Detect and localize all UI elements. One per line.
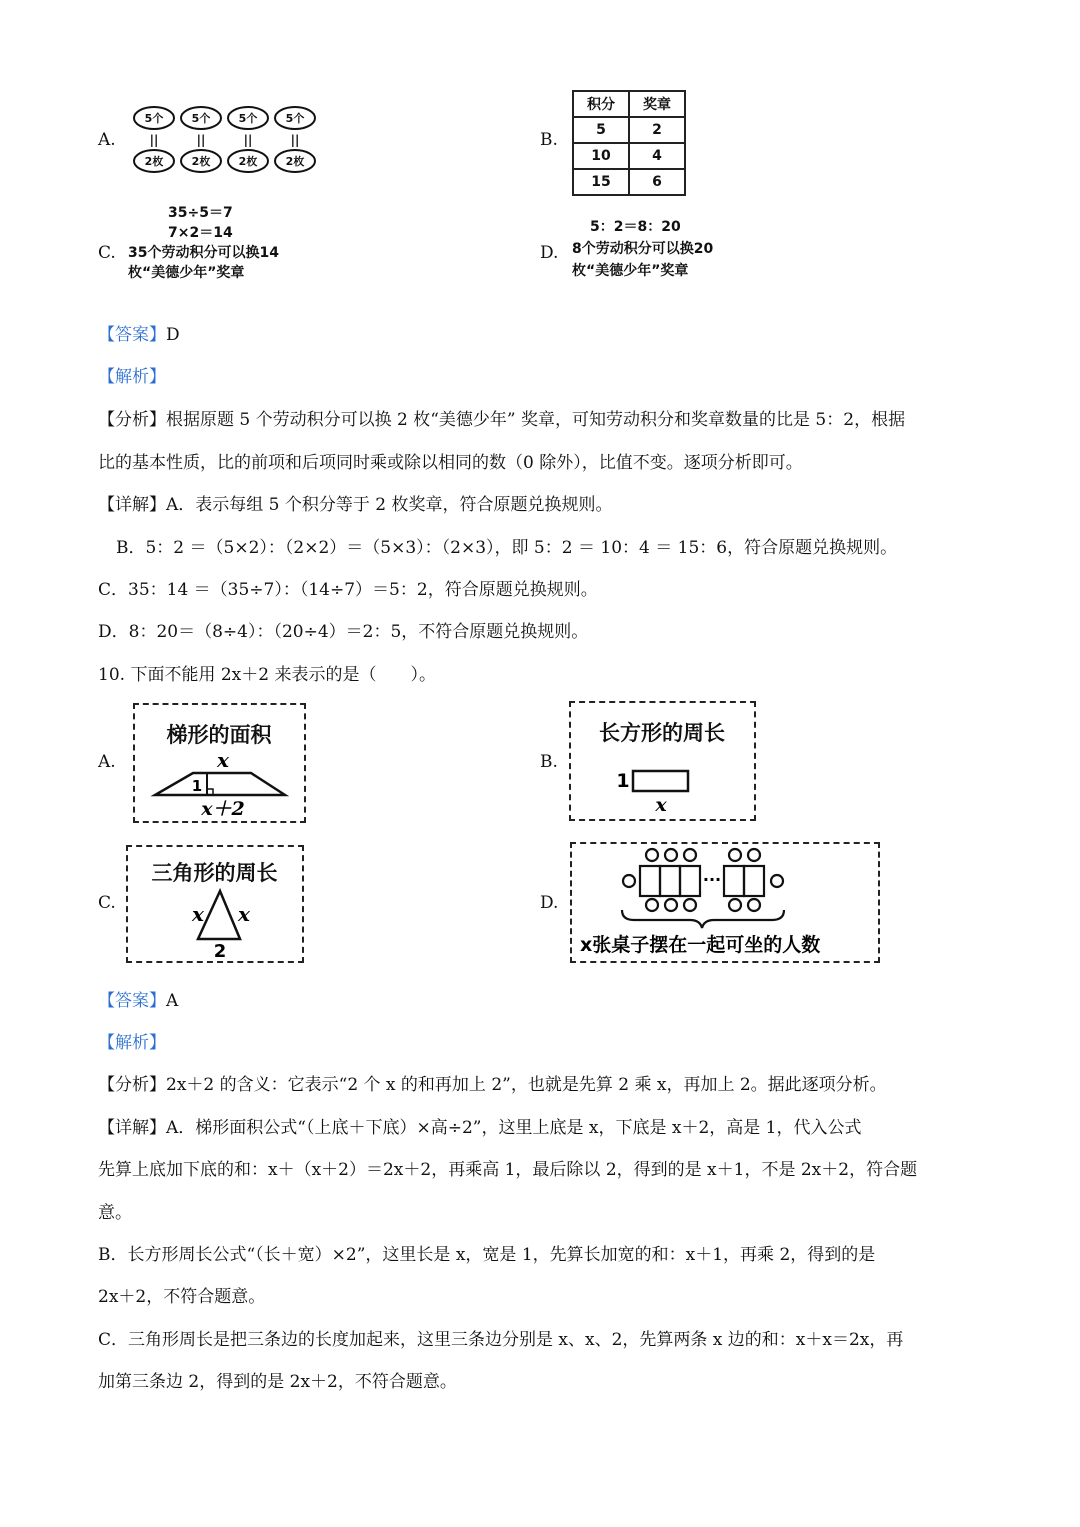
- ratio-line: 5：2＝8：20: [590, 219, 681, 235]
- q9-fenxi-2: 比的基本性质，比的前项和后项同时乘或除以相同的数（0 除外），比值不变。逐项分析即可。: [98, 453, 803, 473]
- trapezoid-title: 梯形的面积: [166, 723, 272, 747]
- calc-line-1: 35÷5＝7: [168, 205, 233, 221]
- trapezoid-height-label: 1: [191, 777, 203, 795]
- seat-icon: [729, 899, 741, 911]
- triangle-title: 三角形的周长: [151, 861, 278, 885]
- table-cell: 15: [573, 169, 629, 195]
- q9-detail-a: [98, 490, 613, 515]
- rectangle-shape: [633, 771, 688, 791]
- q10-option-c-label: C.: [98, 893, 116, 913]
- answer-value: A: [166, 991, 179, 1011]
- rectangle-width-label: 1: [616, 770, 630, 792]
- calc-line-2: 7×2＝14: [168, 225, 233, 241]
- ellipsis-dots: ···: [702, 870, 722, 889]
- q10-detail-b2: 2x＋2，不符合题意。: [98, 1287, 266, 1307]
- xiangjie-tag: 【详解】: [98, 495, 166, 515]
- seat-icon: [771, 875, 783, 887]
- score-table: [572, 90, 686, 196]
- trapezoid-bottom-label: x＋2: [201, 798, 245, 820]
- table-icon: [680, 866, 700, 896]
- trapezoid-card: [133, 703, 306, 823]
- seat-icon: [684, 849, 696, 861]
- fenxi-text: 2x＋2 的含义：它表示“2 个 x 的和再加上 2”，也就是先算 2 乘 x，再加上 2。据此逐项分析。: [166, 1075, 887, 1095]
- token-bottom-1: 2枚: [144, 155, 164, 168]
- q10-option-a-label: A.: [98, 752, 116, 772]
- seat-icon: [665, 849, 677, 861]
- trapezoid-top-label: x: [217, 748, 229, 772]
- option-d-figure: [572, 216, 713, 282]
- tables-caption: x张桌子摆在一起可坐的人数: [580, 934, 821, 956]
- token-bottom-3: 2枚: [238, 155, 258, 168]
- fenxi-tag: 【分析】: [98, 1075, 166, 1095]
- seat-icon: [729, 849, 741, 861]
- table-icon: [724, 866, 744, 896]
- triangle-right-label: x: [238, 902, 250, 926]
- option-a-figure: [132, 104, 322, 174]
- table-header: 奖章: [629, 91, 685, 117]
- answer-value: D: [166, 325, 180, 345]
- q10-detail-c2: 加第三条边 2，得到的是 2x＋2，不符合题意。: [98, 1372, 457, 1392]
- table-cell: 6: [629, 169, 685, 195]
- q10-detail-b1: B．长方形周长公式“（长＋宽）×2”，这里长是 x，宽是 1，先算长加宽的和：x＋1，再乘 2，得到的是: [98, 1245, 876, 1265]
- option-b-figure: [572, 90, 686, 196]
- token-bottom-2: 2枚: [191, 155, 211, 168]
- q10-option-b-label: B.: [540, 752, 558, 772]
- ratio-conclusion-1: 8个劳动积分可以换20: [572, 241, 714, 257]
- calc-conclusion-2: 枚“美德少年”奖章: [128, 265, 245, 281]
- table-header: 积分: [573, 91, 629, 117]
- equal-mark-1: ||: [149, 133, 159, 147]
- q9-detail-b: B．5：2 ＝（5×2）：（2×2）＝（5×3）：（2×3），即 5：2 ＝ 10：4 ＝ 15：6，符合原题兑换规则。: [116, 538, 898, 558]
- equal-mark-4: ||: [290, 133, 300, 147]
- tables-figure: [572, 844, 877, 960]
- table-cell: 10: [573, 143, 629, 169]
- option-d-label: D.: [540, 243, 559, 263]
- seat-icon: [748, 899, 760, 911]
- equal-mark-2: ||: [196, 133, 206, 147]
- q9-detail-c: C．35：14 ＝（35÷7）：（14÷7）＝5：2，符合原题兑换规则。: [98, 580, 598, 600]
- brace-icon: [622, 910, 784, 928]
- fenxi-text: 根据原题 5 个劳动积分可以换 2 枚“美德少年” 奖章，可知劳动积分和奖章数量的比是 5：2，根据: [166, 410, 906, 430]
- seat-icon: [684, 899, 696, 911]
- q9-fenxi-1: [98, 405, 905, 430]
- q9-answer: [98, 320, 180, 345]
- seat-icon: [646, 849, 658, 861]
- equal-mark-3: ||: [243, 133, 253, 147]
- q9-analysis-tag: 【解析】: [98, 367, 166, 387]
- triangle-card: [126, 845, 304, 963]
- q10-stem: 10. 下面不能用 2x＋2 来表示的是（ ）。: [98, 665, 436, 685]
- seat-icon: [623, 875, 635, 887]
- rectangle-card: [569, 701, 756, 821]
- trapezoid-shape: [155, 773, 285, 795]
- token-bottom-4: 2枚: [285, 155, 305, 168]
- answer-tag: 【答案】: [98, 991, 166, 1011]
- rectangle-title: 长方形的周长: [599, 721, 725, 745]
- triangle-left-label: x: [192, 902, 204, 926]
- q10-analysis-tag: 【解析】: [98, 1033, 166, 1053]
- q10-detail-a3: 意。: [98, 1203, 132, 1223]
- q10-fenxi: [98, 1070, 887, 1095]
- rectangle-figure: [571, 703, 753, 818]
- q10-answer: [98, 986, 178, 1011]
- xiangjie-tag: 【详解】: [98, 1118, 166, 1138]
- table-icon: [660, 866, 680, 896]
- calc-conclusion-1: 35个劳动积分可以换14: [128, 245, 279, 261]
- ratio-conclusion-2: 枚“美德少年”奖章: [572, 263, 689, 279]
- fenxi-tag: 【分析】: [98, 410, 166, 430]
- q10-option-d-label: D.: [540, 893, 559, 913]
- detail-a-text: A．表示每组 5 个积分等于 2 枚奖章，符合原题兑换规则。: [166, 495, 613, 515]
- option-c-figure: [128, 203, 279, 283]
- option-a-label: A.: [98, 130, 116, 150]
- seat-icon: [665, 899, 677, 911]
- q9-detail-d: D．8：20＝（8÷4）：（20÷4）＝2：5，不符合原题兑换规则。: [98, 622, 589, 642]
- triangle-figure: [128, 847, 301, 960]
- token-top-1: 5个: [144, 112, 164, 125]
- token-top-3: 5个: [238, 112, 258, 125]
- table-cell: 5: [573, 117, 629, 143]
- token-top-2: 5个: [191, 112, 211, 125]
- triangle-shape: [198, 891, 240, 939]
- rectangle-length-label: x: [655, 794, 667, 816]
- answer-tag: 【答案】: [98, 325, 166, 345]
- q10-detail-a1: [98, 1113, 861, 1138]
- tables-card: [570, 842, 880, 963]
- token-top-4: 5个: [285, 112, 305, 125]
- token-groups-figure: [132, 104, 322, 174]
- option-c-label: C.: [98, 243, 116, 263]
- option-b-label: B.: [540, 130, 558, 150]
- trapezoid-figure: [135, 705, 303, 820]
- table-cell: 2: [629, 117, 685, 143]
- seat-icon: [748, 849, 760, 861]
- detail-a-text: A．梯形面积公式“（上底＋下底）×高÷2”，这里上底是 x，下底是 x＋2，高是 1，代入公式: [166, 1118, 862, 1138]
- seat-icon: [646, 899, 658, 911]
- table-icon: [640, 866, 660, 896]
- triangle-bottom-label: 2: [213, 941, 227, 960]
- table-cell: 4: [629, 143, 685, 169]
- q10-detail-c1: C．三角形周长是把三条边的长度加起来，这里三条边分别是 x、x、2，先算两条 x 边的和：x＋x＝2x，再: [98, 1330, 904, 1350]
- q10-detail-a2: 先算上底加下底的和：x＋（x＋2）＝2x＋2，再乘高 1，最后除以 2，得到的是 x＋1，不是 2x＋2，符合题: [98, 1160, 918, 1180]
- table-icon: [744, 866, 764, 896]
